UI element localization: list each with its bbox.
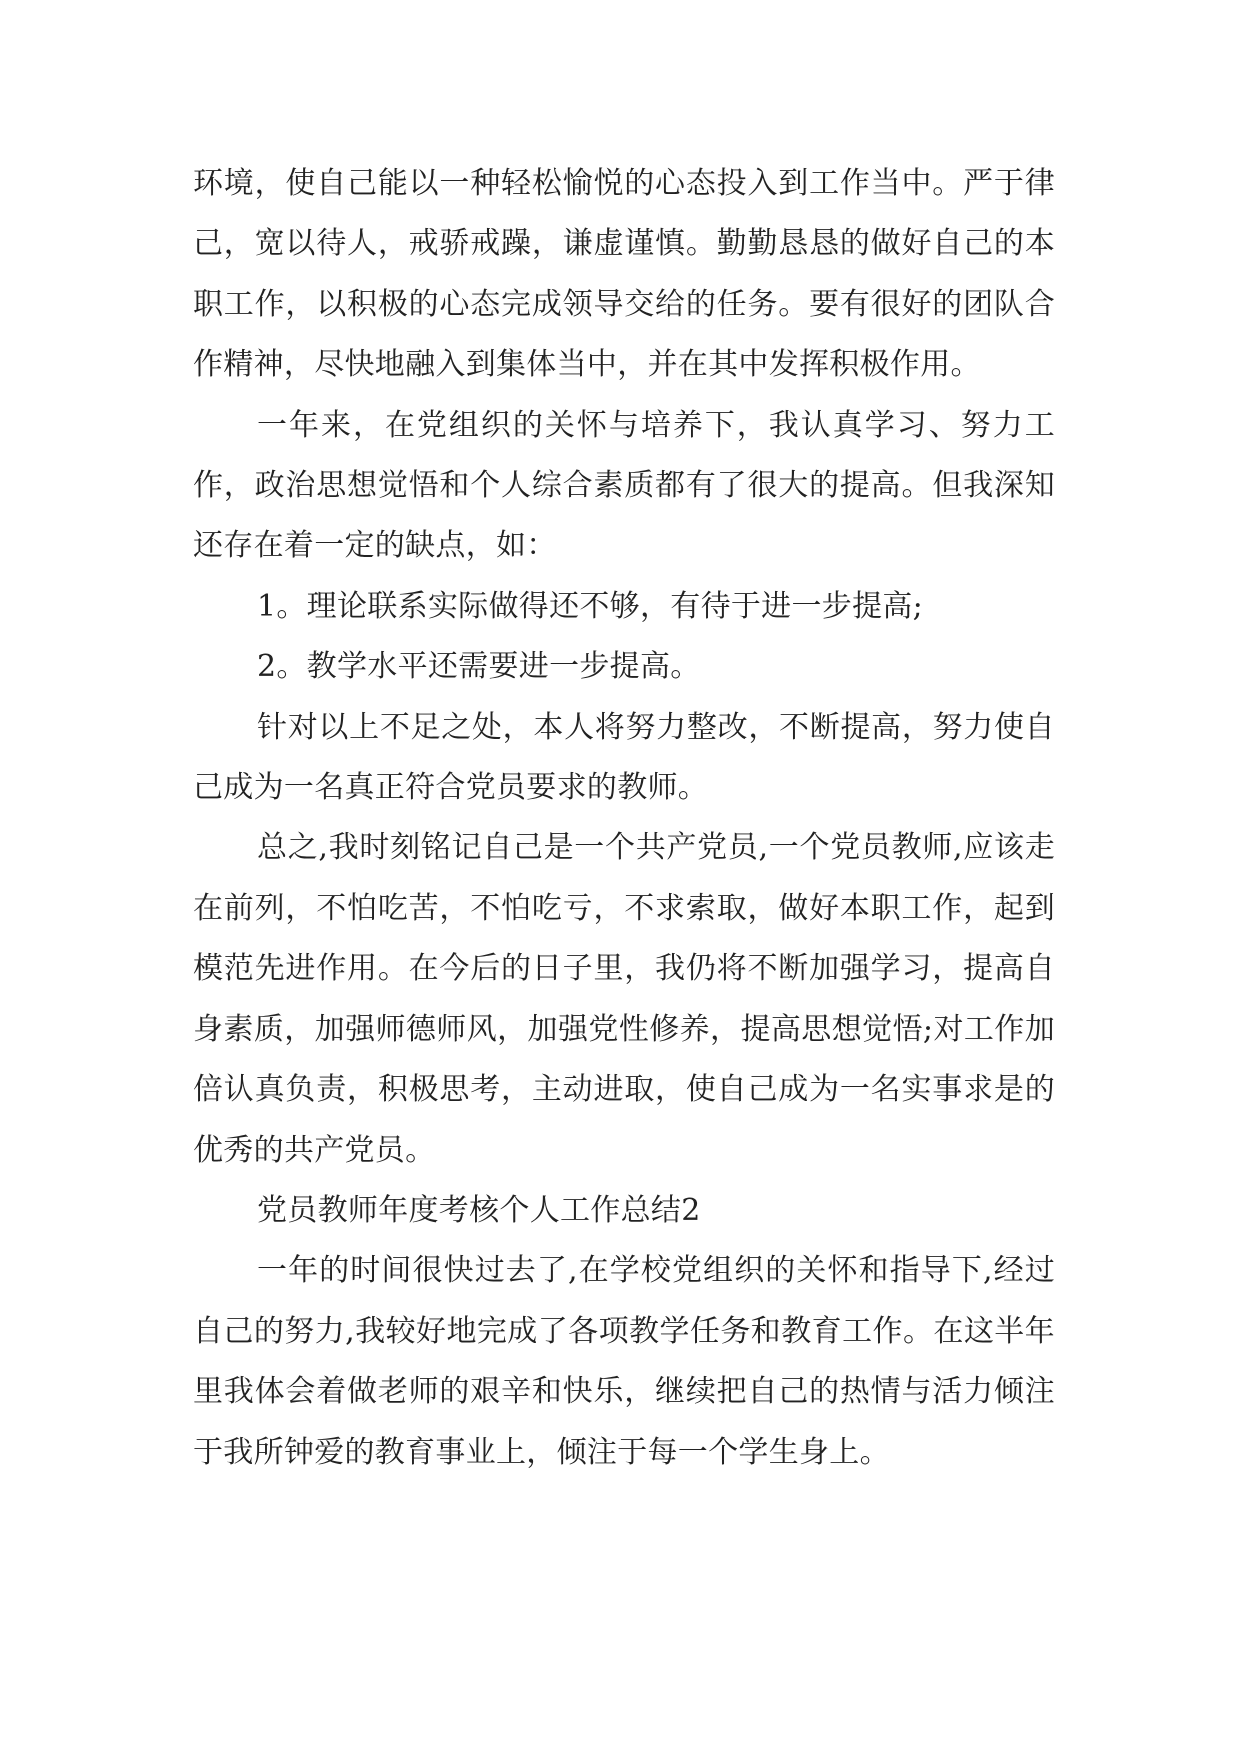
paragraph: 环境，使自己能以一种轻松愉悦的心态投入到工作当中。严于律己，宽以待人，戒骄戒躁，谦虚谨慎。勤勤恳恳的做好自己的本职工作，以积极的心态完成领导交给的任务。要有很好的团队合作精神，尽快地融入到集体当中，并在其中发挥积极作用。 (193, 166, 1055, 383)
paragraph: 针对以上不足之处，本人将努力整改，不断提高，努力使自己成为一名真正符合党员要求的教师。 (193, 709, 1055, 806)
document-body (193, 154, 1055, 1483)
list-item: 2。教学水平还需要进一步提高。 (257, 649, 701, 685)
paragraph: 一年的时间很快过去了,在学校党组织的关怀和指导下,经过自己的努力,我较好地完成了各项教学任务和教育工作。在这半年里我体会着做老师的艰辛和快乐，继续把自己的热情与活力倾注于我所钟爱的教育事业上，倾注于每一个学生身上。 (193, 1253, 1055, 1470)
list-item: 1。理论联系实际做得还不够，有待于进一步提高; (257, 588, 924, 624)
section-title: 党员教师年度考核个人工作总结2 (257, 1192, 701, 1228)
paragraph: 一年来，在党组织的关怀与培养下，我认真学习、努力工作，政治思想觉悟和个人综合素质都有了很大的提高。但我深知还存在着一定的缺点，如： (193, 407, 1055, 564)
paragraph: 总之,我时刻铭记自己是一个共产党员,一个党员教师,应该走在前列，不怕吃苦，不怕吃亏，不求索取，做好本职工作，起到模范先进作用。在今后的日子里，我仍将不断加强学习，提高自身素质，加强师德师风，加强党性修养，提高思想觉悟;对工作加倍认真负责，积极思考，主动进取，使自己成为一名实事求是的优秀的共产党员。 (193, 830, 1055, 1168)
